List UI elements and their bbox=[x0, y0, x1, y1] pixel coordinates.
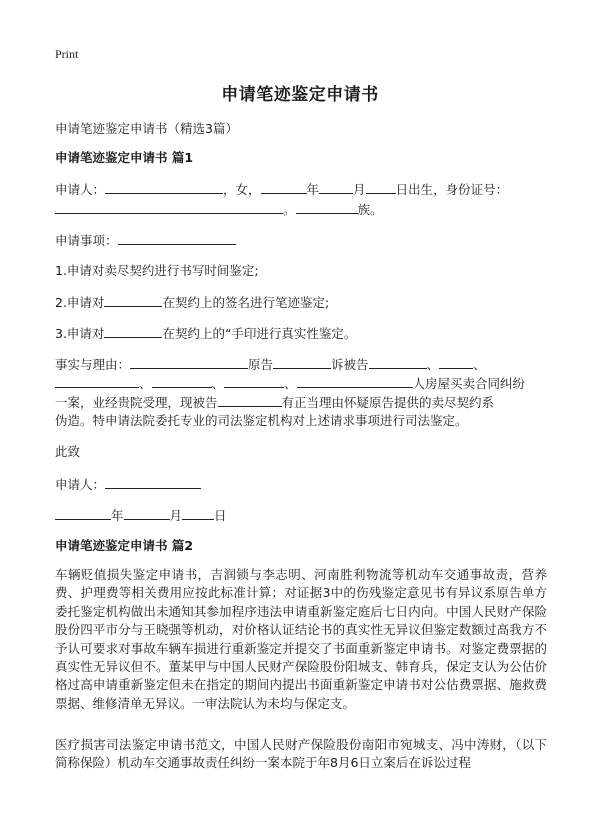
id-number-blank[interactable] bbox=[55, 199, 283, 214]
case-text-a: 一案，业经贵院受理，现被告 bbox=[55, 395, 218, 410]
section1-heading: 申请笔迹鉴定申请书 篇1 bbox=[55, 150, 194, 165]
applicant-label: 申请人： bbox=[55, 182, 106, 197]
comma-5: 、 bbox=[284, 376, 297, 391]
matters-blank[interactable] bbox=[118, 230, 236, 245]
birth-year-blank[interactable] bbox=[261, 179, 307, 194]
birth-month-blank[interactable] bbox=[319, 179, 353, 194]
facts-line-2 bbox=[55, 373, 550, 394]
date-day-label: 日 bbox=[214, 508, 227, 523]
document-subtitle: 申请笔迹鉴定申请书（精选3篇） bbox=[55, 121, 238, 136]
defendant-blank-2[interactable] bbox=[439, 354, 473, 369]
print-label[interactable]: Print bbox=[55, 47, 79, 61]
applicant-name-blank[interactable] bbox=[105, 179, 223, 194]
plaintiff-label: 原告 bbox=[248, 357, 274, 372]
ethnicity-label: 族。 bbox=[357, 202, 383, 217]
ethnicity-blank[interactable] bbox=[296, 199, 358, 214]
defendant-blank-1[interactable] bbox=[369, 354, 427, 369]
item-3-suffix: 在契约上的“手印进行真实性鉴定。 bbox=[162, 326, 357, 341]
facts-blank-2[interactable] bbox=[55, 373, 139, 388]
matters-label: 申请事项： bbox=[55, 233, 118, 248]
item-2 bbox=[55, 292, 550, 313]
plaintiff-blank[interactable] bbox=[273, 354, 331, 369]
salutation: 此致 bbox=[55, 444, 81, 459]
item-3-prefix: 3.申请对 bbox=[55, 326, 105, 341]
facts-blank-4[interactable] bbox=[224, 373, 284, 388]
facts-blank-1[interactable] bbox=[130, 354, 248, 369]
house-text: 人房屋买卖合同纠纷 bbox=[412, 376, 526, 391]
item-2-suffix: 在契约上的签名进行笔迹鉴定; bbox=[162, 295, 330, 310]
item-1: 1.申请对卖尽契约进行书写时间鉴定; bbox=[55, 263, 259, 278]
facts-blank-6[interactable] bbox=[218, 392, 282, 407]
applicant-line bbox=[55, 179, 550, 200]
facts-label: 事实与理由： bbox=[55, 357, 131, 372]
date-year-blank[interactable] bbox=[55, 505, 111, 520]
birth-day-blank[interactable] bbox=[366, 179, 396, 194]
section2-paragraph-1: 车辆贬值损失鉴定申请书，吉润锁与李志明、河南胜利物流等机动车交通事故责，营养费、护理费等相关费用应按此标准计算；对证据3中的伤残鉴定意见书有异议系原告单方委托鉴定机构做出未通知其参加程序违法申请重新鉴定庭后七日内向。中国人民财产保险股份四平市分与王晓强等机动，对价格认证结论书的真实性无异议但鉴定数额过高我方不予认可要求对事故车辆车损进行重新鉴定并提交了书面重新鉴定申请书。对鉴定费票据的真实性无异议但不。董某甲与中国人民财产保险股份阳城支、韩育兵，保定支认为公估价格过高申请重新鉴定但未在指定的期间内提出书面重新鉴定申请书对公估费票据、施救费票据、维修清单无异议。一审法院认为未均与保定支。 bbox=[55, 567, 547, 711]
facts-blank-5[interactable] bbox=[297, 373, 413, 388]
birth-month-label: 月 bbox=[353, 182, 366, 197]
date-line bbox=[55, 505, 550, 526]
item-3 bbox=[55, 323, 550, 344]
document-title: 申请笔迹鉴定申请书 bbox=[221, 85, 379, 105]
section2-paragraph-2: 医疗损害司法鉴定申请书范文，中国人民财产保险股份南阳市宛城支、冯中涛财，（以下简称保险）机动车交通事故责任纠纷一案本院于年8月6日立案后在诉讼过程 bbox=[55, 737, 547, 771]
matters-line bbox=[55, 230, 550, 251]
id-end: 。 bbox=[283, 202, 296, 217]
facts-blank-3[interactable] bbox=[152, 373, 212, 388]
case-text-b: 有正当理由怀疑原告提供的卖尽契约系 bbox=[281, 395, 495, 410]
date-day-blank[interactable] bbox=[182, 505, 214, 520]
signature-blank[interactable] bbox=[105, 474, 201, 489]
item-3-blank[interactable] bbox=[104, 323, 162, 338]
comma-3: 、 bbox=[139, 376, 152, 391]
date-month-label: 月 bbox=[169, 508, 183, 523]
facts-line-3 bbox=[55, 392, 550, 413]
birth-year-label: 年 bbox=[306, 182, 320, 197]
birth-day-label: 日出生，身份证号： bbox=[395, 182, 509, 197]
date-month-blank[interactable] bbox=[124, 505, 170, 520]
facts-line-1 bbox=[55, 354, 550, 375]
section2-heading: 申请笔迹鉴定申请书 篇2 bbox=[55, 538, 194, 553]
gender-text: ，女， bbox=[223, 182, 261, 197]
item-2-blank[interactable] bbox=[104, 292, 162, 307]
comma-2: 、 bbox=[473, 357, 486, 372]
comma-4: 、 bbox=[211, 376, 225, 391]
item-2-prefix: 2.申请对 bbox=[55, 295, 105, 310]
comma-1: 、 bbox=[426, 357, 440, 372]
signature-label: 申请人： bbox=[55, 477, 106, 492]
signature-line bbox=[55, 474, 550, 495]
date-year-label: 年 bbox=[111, 508, 124, 523]
id-line bbox=[55, 199, 550, 220]
defendant-label: 诉被告 bbox=[331, 357, 369, 372]
facts-line-4: 伪造。特申请法院委托专业的司法鉴定机构对上述请求事项进行司法鉴定。 bbox=[55, 413, 468, 428]
